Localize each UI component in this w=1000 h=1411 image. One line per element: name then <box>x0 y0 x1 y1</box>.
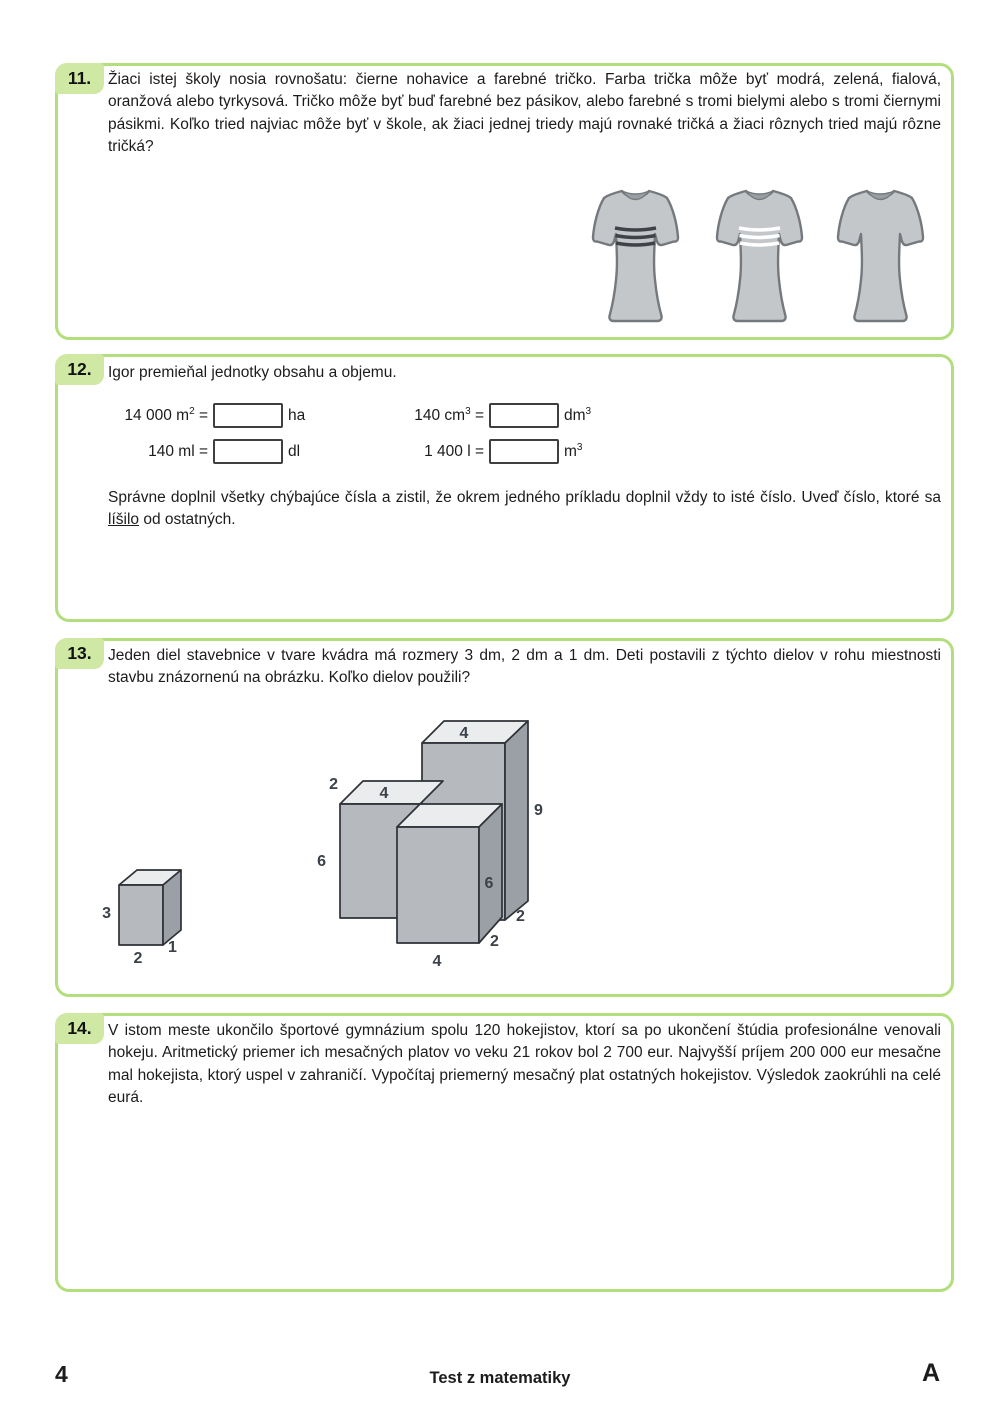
tshirt-white-stripes <box>717 191 802 321</box>
conversion-lhs: 140 ml = <box>148 442 208 460</box>
question-number-11: 11. <box>55 63 104 94</box>
dim-small-depth: 1 <box>168 939 177 956</box>
dim-left-height: 6 <box>317 853 326 870</box>
dim-front-side-height: 6 <box>484 875 494 892</box>
conversion-unit: $m^3$ <box>564 441 583 460</box>
conversion-lhs: 140 $cm^3$ = <box>414 405 484 424</box>
dim-left-depth: 2 <box>329 776 338 793</box>
answer-box[interactable] <box>213 439 283 464</box>
conversion-unit: $dm^3$ <box>564 405 592 424</box>
answer-box[interactable] <box>489 439 559 464</box>
dim-front-depth: 2 <box>490 933 499 950</box>
underlined-word: líšilo <box>108 511 140 529</box>
dim-front-width: 4 <box>432 953 442 970</box>
tshirt-black-stripes <box>593 191 678 321</box>
small-block <box>119 870 181 945</box>
question-number-13: 13. <box>55 638 104 669</box>
conversion-row-m2-ha <box>106 403 305 428</box>
dim-small-height: 3 <box>102 905 111 922</box>
question-box-11 <box>55 63 954 340</box>
conversion-unit: dl <box>288 442 301 460</box>
question-text-11: Žiaci istej školy nosia rovnošatu: čierne nohavice a farebné tričko. Farba trička môže byť modrá, zelená, fialová, oranžová alebo tyrkysová. Tričko môže byť buď farebné bez pásikov, alebo farebné s tromi bielymi alebo s tromi čiernymi pásikmi. Koľko tried najviac môže byť v škole, ak žiaci jednej triedy majú rovnaké tričká a žiaci rôznych tried majú rôzne tričká? <box>108 71 941 156</box>
question-box-14 <box>55 1013 954 1292</box>
conversion-row-l-m3 <box>388 439 582 464</box>
question-outro-12: Správne doplnil všetky chýbajúce čísla a zistil, že okrem jedného príkladu doplnil vždy to isté číslo. Uveď číslo, ktoré sa líšilo od ostatných. <box>108 489 941 529</box>
answer-box[interactable] <box>489 403 559 428</box>
question-number-12: 12. <box>55 354 104 385</box>
blocks-figure <box>66 705 546 995</box>
footer-page-number: 4 <box>55 1361 68 1387</box>
tshirts-figure <box>588 181 928 323</box>
conversion-lhs: 1 400 l = <box>424 442 484 460</box>
question-box-13 <box>55 638 954 997</box>
dim-top-width: 4 <box>459 725 469 742</box>
question-number-14: 14. <box>55 1013 104 1044</box>
dim-left-top-width: 4 <box>379 785 389 802</box>
dim-back-depth: 2 <box>516 908 525 925</box>
dim-back-height: 9 <box>534 802 543 819</box>
footer-variant: A <box>921 1359 940 1387</box>
conversion-row-cm3-dm3 <box>388 403 591 428</box>
answer-box[interactable] <box>213 403 283 428</box>
footer-title: Test z matematiky <box>429 1369 571 1387</box>
question-intro-12: Igor premieňal jednotky obsahu a objemu. <box>108 364 397 381</box>
question-text-13: Jeden diel stavebnice v tvare kvádra má rozmery 3 dm, 2 dm a 1 dm. Deti postavili z týchto dielov v rohu miestnosti stavbu znázornenú na obrázku. Koľko dielov použili? <box>108 647 941 687</box>
conversion-unit: ha <box>288 406 306 424</box>
question-box-12 <box>55 354 954 622</box>
large-structure <box>340 721 528 943</box>
conversion-row-ml-dl <box>106 439 300 464</box>
dim-small-width: 2 <box>133 950 143 967</box>
tshirt-plain <box>838 191 923 321</box>
conversion-lhs: 14 000 $m^2$ = <box>124 405 208 424</box>
question-text-14: V istom meste ukončilo športové gymnázium spolu 120 hokejistov, ktorí sa po ukončení štúdia profesionálne venovali hokeju. Aritmetický priemer ich mesačných platov vo veku 21 rokov bol 2 700 eur. Najvyšší príjem 200 000 eur mesačne mal hokejista, ktorý uspel v zahraničí. Vypočítaj priemerný mesačný plat ostatných hokejistov. Výsledok zaokrúhli na celé eurá. <box>108 1022 941 1107</box>
